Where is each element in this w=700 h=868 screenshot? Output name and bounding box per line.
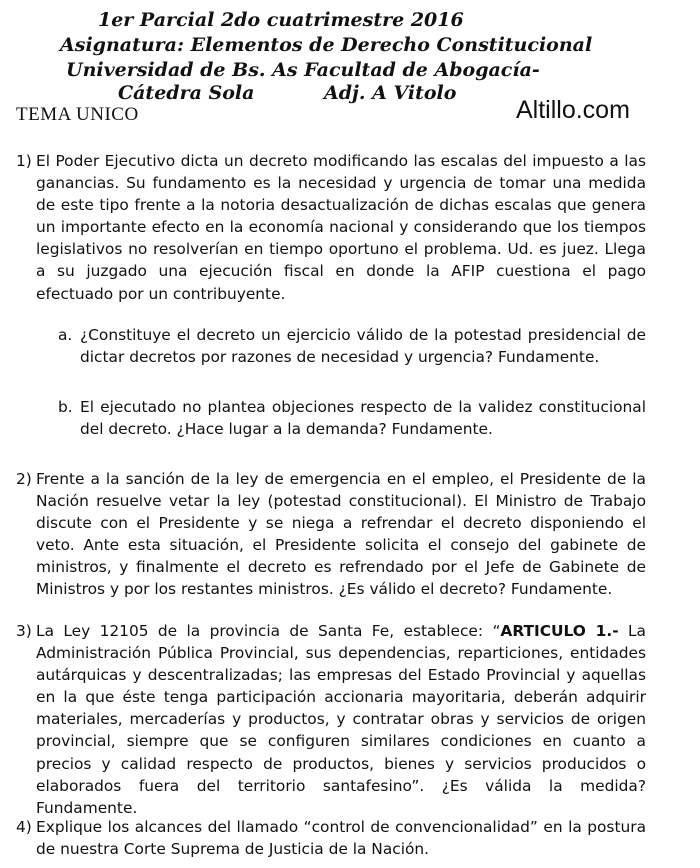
sub-text: El ejecutado no plantea objeciones respecto de la validez constitucional del decreto. ¿Hace lugar a la demanda? Fundamente.	[80, 398, 646, 439]
question-text: Frente a la sanción de la ley de emergencia en el empleo, el Presidente de la Nación resuelve vetar la ley (potestad constitucional). El Ministro de Trabajo discute con el Presidente y se niega a refrendar el decreto disponiendo el veto. Ante esta situación, el Presidente solicita el consejo del gabinete de ministros, y finalmente el decreto es refrendado por el Jefe de Gabinete de Ministros y por los restantes ministros. ¿Es válido el decreto? Fundamente.	[36, 470, 646, 599]
question-text: Explique los alcances del llamado “control de convencionalidad” en la postura de nuestra Corte Suprema de Justicia de la Nación.	[36, 818, 646, 859]
topic-label: TEMA UNICO	[16, 104, 139, 125]
university-line: Universidad de Bs. As Facultad de Abogacía-	[66, 59, 540, 81]
sub-letter: b.	[58, 398, 73, 416]
watermark-logo: Altillo.com	[516, 96, 630, 124]
article-text: La Administración Pública Provincial, sus dependencias, reparticiones, entidades autárquicas y descentralizadas; las empresas del Estado Provincial y aquellas en la que éste tenga participación accionaria mayoritaria, deberán adquirir materiales, mercaderías y productos, y contratar obras y servicios de origen provincial, siempre que se configuren similares condiciones en cuanto a precios y calidad respecto de productos, bienes y servicios producidos o elaborados fuera del territorio santafesino”. ¿Es válida la medida? Fundamente.	[36, 622, 646, 817]
question-number: 3)	[16, 622, 32, 640]
question-text-intro: La Ley 12105 de la provincia de Santa Fe, establece: “	[36, 622, 501, 640]
question-2	[16, 468, 646, 601]
question-1b	[58, 396, 646, 440]
question-1	[16, 150, 646, 305]
question-text: El Poder Ejecutivo dicta un decreto modificando las escalas del impuesto a las ganancias. Su fundamento es la necesidad y urgencia de tomar una medida de este tipo frente a la notoria desactualización de dichas escalas que genera un importante efecto en la economía nacional y considerando que los tiempos legislativos no resolverían en tiempo oportuno el problema. Ud. es juez. Llega a su juzgado una ejecución fiscal en donde la AFIP cuestiona el pago efectuado por un contribuyente.	[36, 152, 646, 303]
subject-line: Asignatura: Elementos de Derecho Constitucional	[60, 34, 593, 56]
article-label: ARTICULO 1.-	[500, 622, 619, 640]
question-number: 1)	[16, 152, 32, 170]
question-1a	[58, 324, 646, 368]
adjunct-name: Adj. A Vitolo	[324, 82, 457, 104]
question-4	[16, 816, 646, 860]
question-number: 4)	[16, 818, 32, 836]
question-number: 2)	[16, 470, 32, 488]
exam-title: 1er Parcial 2do cuatrimestre 2016	[98, 9, 464, 31]
question-text	[36, 620, 646, 819]
chair-name: Cátedra Sola	[118, 82, 255, 104]
sub-letter: a.	[58, 326, 73, 344]
question-3	[16, 620, 646, 819]
sub-text: ¿Constituye el decreto un ejercicio válido de la potestad presidencial de dictar decretos por razones de necesidad y urgencia? Fundamente.	[80, 326, 646, 367]
